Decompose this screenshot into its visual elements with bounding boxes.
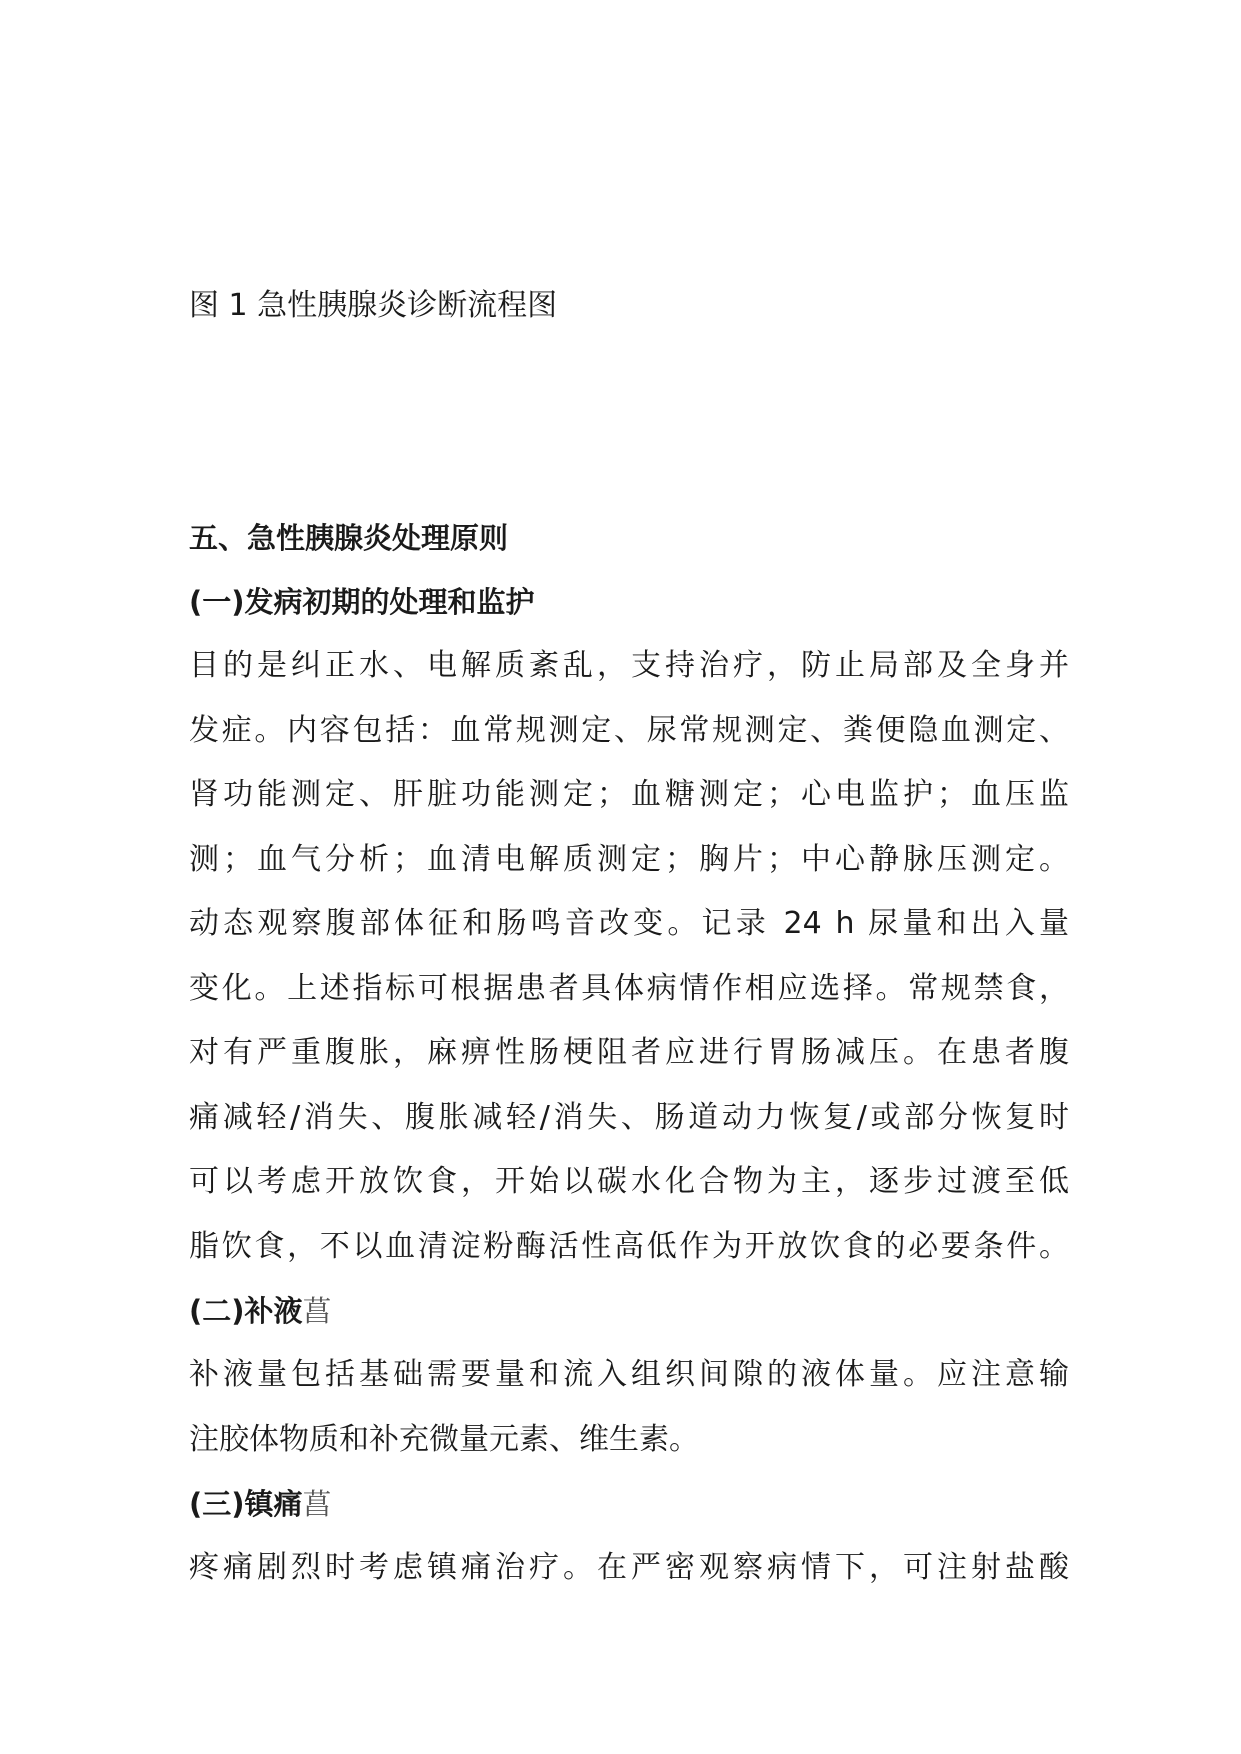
subsection-heading-3 bbox=[189, 1472, 1069, 1536]
paragraph-line: 注胶体物质和补充微量元素、维生素。 bbox=[189, 1421, 699, 1457]
paragraph-line: 肾功能测定、肝脏功能测定；血糖测定；心电监护；血压监 bbox=[189, 777, 1069, 812]
subsection-heading-2 bbox=[189, 1279, 1069, 1343]
paragraph-line: 对有严重腹胀，麻痹性肠梗阻者应进行胃肠减压。在患者腹 bbox=[189, 1035, 1069, 1070]
paragraph-line: 痛减轻/消失、腹胀减轻/消失、肠道动力恢复/或部分恢复时 bbox=[189, 1099, 1069, 1135]
subsection-title: (三)镇痛 bbox=[189, 1487, 303, 1521]
heading-artifact: 菖 bbox=[302, 1294, 332, 1328]
paragraph-line: 测；血气分析；血清电解质测定；胸片；中心静脉压测定。 bbox=[189, 841, 1069, 877]
paragraph-line: 疼痛剧烈时考虑镇痛治疗。在严密观察病情下，可注射盐酸 bbox=[189, 1550, 1069, 1585]
subsection-title: (二)补液 bbox=[189, 1294, 303, 1328]
paragraph-line: 发症。内容包括：血常规测定、尿常规测定、粪便隐血测定、 bbox=[189, 712, 1069, 748]
paragraph-line: 动态观察腹部体征和肠鸣音改变。记录 24 h 尿量和出入量 bbox=[189, 906, 1069, 941]
subsection-heading-1: (一)发病初期的处理和监护 bbox=[189, 585, 535, 619]
paragraph-line: 可以考虑开放饮食，开始以碳水化合物为主，逐步过渡至低 bbox=[189, 1164, 1069, 1199]
paragraph-line: 目的是纠正水、电解质紊乱，支持治疗，防止局部及全身并 bbox=[189, 648, 1069, 683]
section-heading: 五、急性胰腺炎处理原则 bbox=[189, 521, 509, 555]
paragraph-line: 脂饮食，不以血清淀粉酶活性高低作为开放饮食的必要条件。 bbox=[189, 1228, 1069, 1264]
document-body bbox=[189, 506, 1069, 1601]
heading-artifact: 菖 bbox=[302, 1487, 332, 1521]
figure-caption: 图 1 急性胰腺炎诊断流程图 bbox=[189, 288, 558, 323]
paragraph-line: 补液量包括基础需要量和流入组织间隙的液体量。应注意输 bbox=[189, 1357, 1069, 1392]
paragraph-line: 变化。上述指标可根据患者具体病情作相应选择。常规禁食， bbox=[189, 970, 1069, 1006]
